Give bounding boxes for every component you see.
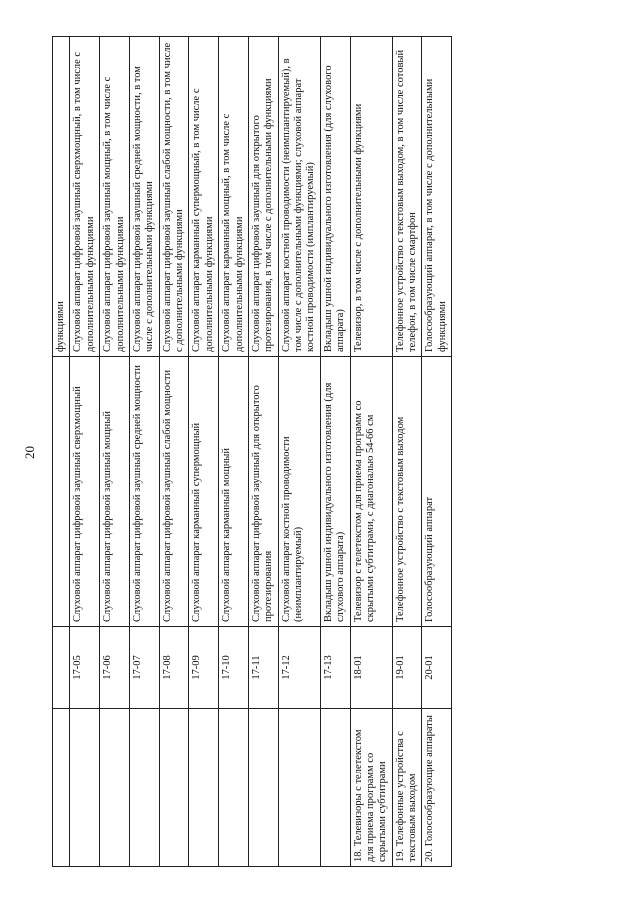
description-cell: Слуховой аппарат карманный мощный, в том числе с дополнительными функциями: [219, 37, 249, 357]
description-cell: Слуховой аппарат костной проводимости (неимплантируемый), в том числе с дополнительными функциями; слуховой аппарат костной проводимости (имплантируемый): [278, 37, 320, 357]
table-row: [320, 37, 350, 867]
name-cell: Голосообразующий аппарат: [422, 357, 452, 627]
table-row: [159, 37, 189, 867]
name-cell: Слуховой аппарат цифровой заушный мощный: [100, 357, 130, 627]
code-cell: 17-11: [248, 627, 278, 709]
name-cell: [53, 357, 70, 627]
code-cell: 17-12: [278, 627, 320, 709]
description-cell: Слуховой аппарат цифровой заушный средней мощности, в том числе с дополнительными функциями: [129, 37, 159, 357]
code-cell: 18-01: [350, 627, 392, 709]
description-cell: Телефонное устройство с текстовым выходом, в том числе сотовый телефон, в том числе смартфон: [392, 37, 422, 357]
description-cell: Слуховой аппарат карманный супермощный, в том числе с дополнительными функциями: [189, 37, 219, 357]
table-row: [70, 37, 100, 867]
category-cell: [278, 709, 320, 867]
name-cell: Слуховой аппарат цифровой заушный слабой мощности: [159, 357, 189, 627]
description-cell: функциями: [53, 37, 70, 357]
code-cell: [53, 627, 70, 709]
category-cell: 18. Телевизоры с телетекстом для приема программ со скрытыми субтитрами: [350, 709, 392, 867]
name-cell: Вкладыш ушной индивидуального изготовления (для слухового аппарата): [320, 357, 350, 627]
description-cell: Слуховой аппарат цифровой заушный для открытого протезирования, в том числе с дополнительными функциями: [248, 37, 278, 357]
table-row: [129, 37, 159, 867]
code-cell: 17-08: [159, 627, 189, 709]
table-row: [53, 37, 70, 867]
name-cell: Телевизор с телетекстом для приема программ со скрытыми субтитрами, с диагональю 54-66 см: [350, 357, 392, 627]
name-cell: Слуховой аппарат цифровой заушный для открытого протезирования: [248, 357, 278, 627]
category-cell: [219, 709, 249, 867]
table-row: [219, 37, 249, 867]
code-cell: 20-01: [422, 627, 452, 709]
table-row: [350, 37, 392, 867]
name-cell: Слуховой аппарат карманный супермощный: [189, 357, 219, 627]
category-cell: [129, 709, 159, 867]
name-cell: Слуховой аппарат цифровой заушный сверхмощный: [70, 357, 100, 627]
category-cell: [53, 709, 70, 867]
table-row: [189, 37, 219, 867]
table-row: [100, 37, 130, 867]
name-cell: Слуховой аппарат костной проводимости (неимплантируемый): [278, 357, 320, 627]
description-cell: Вкладыш ушной индивидуального изготовления (для слухового аппарата): [320, 37, 350, 357]
name-cell: Телефонное устройство с текстовым выходом: [392, 357, 422, 627]
category-cell: [70, 709, 100, 867]
name-cell: Слуховой аппарат карманный мощный: [219, 357, 249, 627]
description-cell: Голосообразующий аппарат, в том числе с дополнительными функциями: [422, 37, 452, 357]
table-row: [422, 37, 452, 867]
category-cell: 19. Телефонные устройства с текстовым выходом: [392, 709, 422, 867]
table-row: [278, 37, 320, 867]
code-cell: 17-07: [129, 627, 159, 709]
page-number: 20: [22, 446, 37, 459]
code-cell: 19-01: [392, 627, 422, 709]
table-row: [248, 37, 278, 867]
category-cell: 20. Голосообразующие аппараты: [422, 709, 452, 867]
code-cell: 17-13: [320, 627, 350, 709]
description-cell: Слуховой аппарат цифровой заушный слабой мощности, в том числе с дополнительными функциями: [159, 37, 189, 357]
code-cell: 17-10: [219, 627, 249, 709]
description-cell: Слуховой аппарат цифровой заушный сверхмощный, в том числе с дополнительными функциями: [70, 37, 100, 357]
table-row: [392, 37, 422, 867]
category-cell: [159, 709, 189, 867]
assistive-devices-table: [52, 36, 452, 867]
code-cell: 17-09: [189, 627, 219, 709]
code-cell: 17-06: [100, 627, 130, 709]
category-cell: [320, 709, 350, 867]
description-cell: Слуховой аппарат цифровой заушный мощный, в том числе с дополнительными функциями: [100, 37, 130, 357]
category-cell: [189, 709, 219, 867]
name-cell: Слуховой аппарат цифровой заушный средней мощности: [129, 357, 159, 627]
code-cell: 17-05: [70, 627, 100, 709]
category-cell: [100, 709, 130, 867]
category-cell: [248, 709, 278, 867]
description-cell: Телевизор, в том числе с дополнительными функциями: [350, 37, 392, 357]
